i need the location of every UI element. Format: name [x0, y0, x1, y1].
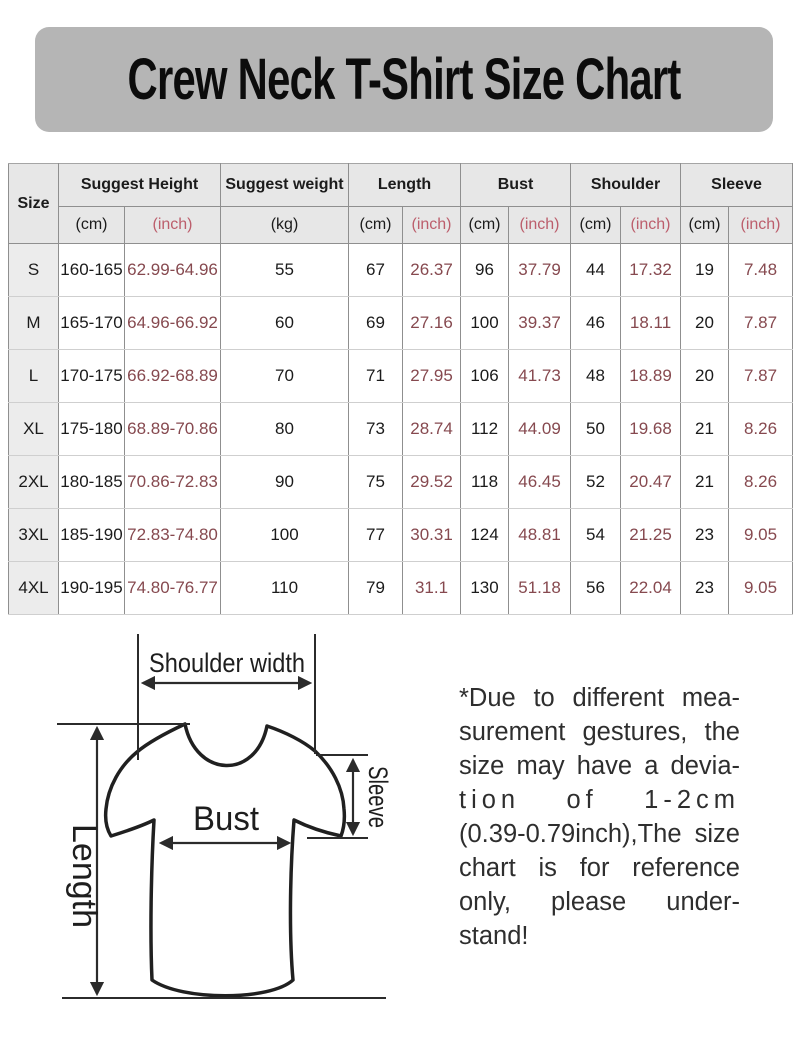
- cell-xl-size: XL: [9, 403, 59, 456]
- cell-3xl-bust_inch: 48.81: [509, 509, 571, 562]
- cell-3xl-length_inch: 30.31: [403, 509, 461, 562]
- cell-xl-sleeve_inch: 8.26: [729, 403, 793, 456]
- col-sub-cm: (cm): [349, 207, 403, 244]
- cell-xl-height_cm: 175-180: [59, 403, 125, 456]
- col-group-bust: Bust: [461, 164, 571, 207]
- cell-s-sleeve_inch: 7.48: [729, 244, 793, 297]
- table-row-2xl: [9, 456, 793, 509]
- measurement-note: [459, 681, 740, 953]
- cell-xl-weight_kg: 80: [221, 403, 349, 456]
- col-sub-inch: (inch): [729, 207, 793, 244]
- cell-m-sleeve_inch: 7.87: [729, 297, 793, 350]
- cell-xl-bust_inch: 44.09: [509, 403, 571, 456]
- cell-4xl-shoulder_cm: 56: [571, 562, 621, 615]
- cell-3xl-sleeve_cm: 23: [681, 509, 729, 562]
- cell-3xl-height_cm: 185-190: [59, 509, 125, 562]
- cell-m-length_inch: 27.16: [403, 297, 461, 350]
- shoulder-width-label: Shoulder width: [149, 648, 305, 678]
- cell-4xl-height_cm: 190-195: [59, 562, 125, 615]
- cell-l-sleeve_inch: 7.87: [729, 350, 793, 403]
- table-row-xl: [9, 403, 793, 456]
- cell-4xl-length_cm: 79: [349, 562, 403, 615]
- cell-l-length_inch: 27.95: [403, 350, 461, 403]
- cell-xl-shoulder_inch: 19.68: [621, 403, 681, 456]
- sleeve-label: Sleeve: [363, 766, 393, 849]
- cell-l-size: L: [9, 350, 59, 403]
- cell-m-height_inch: 64.96-66.92: [125, 297, 221, 350]
- note-line: (0.39-0.79inch),The size: [459, 820, 740, 848]
- note-line: tion of 1-2cm: [459, 786, 740, 814]
- tshirt-measurement-diagram: [0, 620, 460, 1040]
- note-line: size may have a devia-: [459, 752, 740, 780]
- cell-3xl-bust_cm: 124: [461, 509, 509, 562]
- table-row-l: [9, 350, 793, 403]
- cell-4xl-shoulder_inch: 22.04: [621, 562, 681, 615]
- col-group-shoulder: Shoulder: [571, 164, 681, 207]
- tshirt-outline: [106, 724, 345, 996]
- cell-l-sleeve_cm: 20: [681, 350, 729, 403]
- cell-3xl-size: 3XL: [9, 509, 59, 562]
- cell-2xl-height_cm: 180-185: [59, 456, 125, 509]
- cell-s-height_cm: 160-165: [59, 244, 125, 297]
- cell-2xl-shoulder_inch: 20.47: [621, 456, 681, 509]
- cell-3xl-height_inch: 72.83-74.80: [125, 509, 221, 562]
- table-row-m: [9, 297, 793, 350]
- table-row-4xl: [9, 562, 793, 615]
- col-group-length: Length: [349, 164, 461, 207]
- cell-s-height_inch: 62.99-64.96: [125, 244, 221, 297]
- note-line: surement gestures, the: [459, 718, 740, 746]
- cell-m-length_cm: 69: [349, 297, 403, 350]
- col-sub-kg: (kg): [221, 207, 349, 244]
- cell-l-shoulder_inch: 18.89: [621, 350, 681, 403]
- length-label: Length: [65, 824, 103, 928]
- cell-2xl-length_inch: 29.52: [403, 456, 461, 509]
- cell-2xl-weight_kg: 90: [221, 456, 349, 509]
- size-chart-table: [8, 163, 793, 615]
- col-sub-inch: (inch): [403, 207, 461, 244]
- cell-xl-length_cm: 73: [349, 403, 403, 456]
- cell-l-height_inch: 66.92-68.89: [125, 350, 221, 403]
- table-row-3xl: [9, 509, 793, 562]
- col-sub-cm: (cm): [461, 207, 509, 244]
- col-sub-cm: (cm): [59, 207, 125, 244]
- cell-m-shoulder_cm: 46: [571, 297, 621, 350]
- table-row-s: [9, 244, 793, 297]
- cell-2xl-height_inch: 70.86-72.83: [125, 456, 221, 509]
- cell-2xl-length_cm: 75: [349, 456, 403, 509]
- col-group-suggest-weight: Suggest weight: [221, 164, 349, 207]
- cell-4xl-size: 4XL: [9, 562, 59, 615]
- cell-s-bust_cm: 96: [461, 244, 509, 297]
- col-sub-cm: (cm): [681, 207, 729, 244]
- cell-m-size: M: [9, 297, 59, 350]
- cell-3xl-length_cm: 77: [349, 509, 403, 562]
- cell-m-height_cm: 165-170: [59, 297, 125, 350]
- cell-xl-bust_cm: 112: [461, 403, 509, 456]
- cell-m-bust_inch: 39.37: [509, 297, 571, 350]
- cell-2xl-shoulder_cm: 52: [571, 456, 621, 509]
- cell-3xl-shoulder_inch: 21.25: [621, 509, 681, 562]
- size-chart-body: [9, 244, 793, 615]
- cell-m-weight_kg: 60: [221, 297, 349, 350]
- cell-xl-sleeve_cm: 21: [681, 403, 729, 456]
- cell-l-bust_cm: 106: [461, 350, 509, 403]
- cell-l-bust_inch: 41.73: [509, 350, 571, 403]
- note-line: stand!: [459, 922, 529, 950]
- cell-s-shoulder_inch: 17.32: [621, 244, 681, 297]
- note-line: chart is for reference: [459, 854, 740, 882]
- col-group-sleeve: Sleeve: [681, 164, 793, 207]
- cell-s-bust_inch: 37.79: [509, 244, 571, 297]
- title-banner: [35, 27, 773, 132]
- col-header-size: Size: [9, 164, 59, 244]
- cell-m-sleeve_cm: 20: [681, 297, 729, 350]
- cell-2xl-sleeve_inch: 8.26: [729, 456, 793, 509]
- cell-2xl-size: 2XL: [9, 456, 59, 509]
- cell-l-shoulder_cm: 48: [571, 350, 621, 403]
- cell-s-length_inch: 26.37: [403, 244, 461, 297]
- cell-3xl-sleeve_inch: 9.05: [729, 509, 793, 562]
- cell-s-shoulder_cm: 44: [571, 244, 621, 297]
- cell-s-sleeve_cm: 19: [681, 244, 729, 297]
- cell-4xl-bust_cm: 130: [461, 562, 509, 615]
- cell-xl-height_inch: 68.89-70.86: [125, 403, 221, 456]
- bust-label: Bust: [193, 800, 260, 838]
- cell-4xl-sleeve_cm: 23: [681, 562, 729, 615]
- note-line: only, please under-: [459, 888, 740, 916]
- cell-l-length_cm: 71: [349, 350, 403, 403]
- cell-m-bust_cm: 100: [461, 297, 509, 350]
- cell-m-shoulder_inch: 18.11: [621, 297, 681, 350]
- cell-2xl-sleeve_cm: 21: [681, 456, 729, 509]
- cell-2xl-bust_inch: 46.45: [509, 456, 571, 509]
- note-line: *Due to different mea-: [459, 684, 740, 712]
- size-chart-header: [9, 164, 793, 244]
- cell-2xl-bust_cm: 118: [461, 456, 509, 509]
- cell-xl-length_inch: 28.74: [403, 403, 461, 456]
- cell-xl-shoulder_cm: 50: [571, 403, 621, 456]
- page-title: Crew Neck T-Shirt Size Chart: [127, 47, 681, 112]
- cell-4xl-weight_kg: 110: [221, 562, 349, 615]
- cell-4xl-bust_inch: 51.18: [509, 562, 571, 615]
- cell-3xl-shoulder_cm: 54: [571, 509, 621, 562]
- cell-4xl-height_inch: 74.80-76.77: [125, 562, 221, 615]
- col-group-suggest-height: Suggest Height: [59, 164, 221, 207]
- cell-s-length_cm: 67: [349, 244, 403, 297]
- col-sub-cm: (cm): [571, 207, 621, 244]
- cell-4xl-sleeve_inch: 9.05: [729, 562, 793, 615]
- cell-l-weight_kg: 70: [221, 350, 349, 403]
- cell-3xl-weight_kg: 100: [221, 509, 349, 562]
- col-sub-inch: (inch): [621, 207, 681, 244]
- cell-s-size: S: [9, 244, 59, 297]
- col-sub-inch: (inch): [509, 207, 571, 244]
- cell-l-height_cm: 170-175: [59, 350, 125, 403]
- tshirt-diagram-svg: [0, 620, 460, 1040]
- cell-s-weight_kg: 55: [221, 244, 349, 297]
- col-sub-inch: (inch): [125, 207, 221, 244]
- cell-4xl-length_inch: 31.1: [403, 562, 461, 615]
